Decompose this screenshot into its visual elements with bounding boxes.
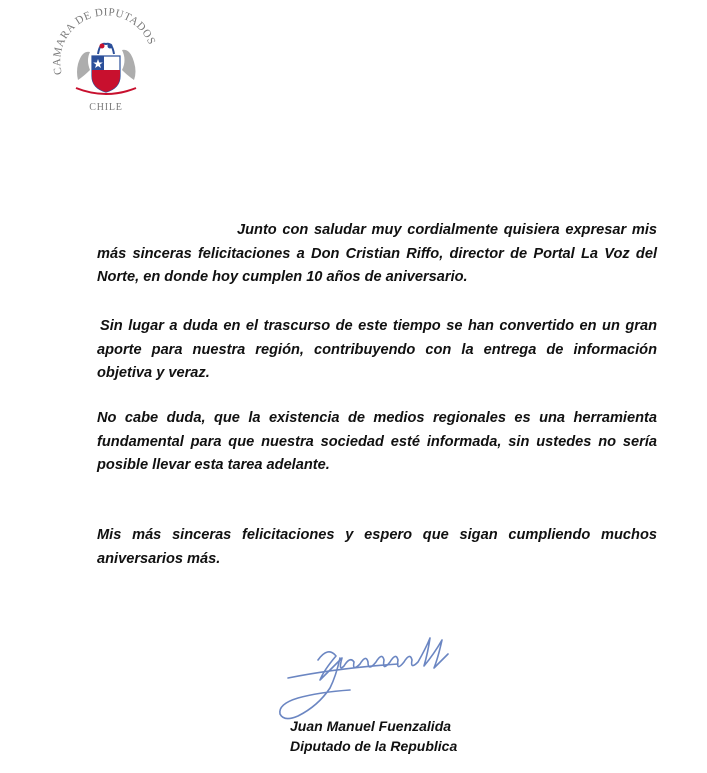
- letter-paragraph-2: Sin lugar a duda en el trascurso de este tiempo se han convertido en un gran aporte para nuestra región, contribuyendo con la entrega de información objetiva y veraz.: [97, 318, 657, 381]
- signatory-name: Juan Manuel Fuenzalida: [290, 718, 452, 734]
- seal-arc-text: CAMARA DE DIPUTADOS: [51, 6, 158, 76]
- seal-country-text: CHILE: [89, 102, 123, 113]
- chamber-seal-logo: [48, 4, 164, 116]
- letter-paragraph-1: Junto con saludar muy cordialmente quisiera expresar mis más sinceras felicitaciones a Don Cristian Riffo, director de Portal La Voz del Norte, en donde hoy cumplen 10 años de aniversario.: [97, 222, 657, 285]
- signatory-title: Diputado de la Republica: [290, 738, 458, 754]
- letter-paragraph-3: No cabe duda, que la existencia de medios regionales es una herramienta fundamental para que nuestra sociedad esté informada, sin ustedes no sería posible llevar esta tarea adelante.: [97, 410, 657, 473]
- letter-paragraph-4: Mis más sinceras felicitaciones y espero que sigan cumpliendo muchos aniversarios más.: [97, 527, 657, 567]
